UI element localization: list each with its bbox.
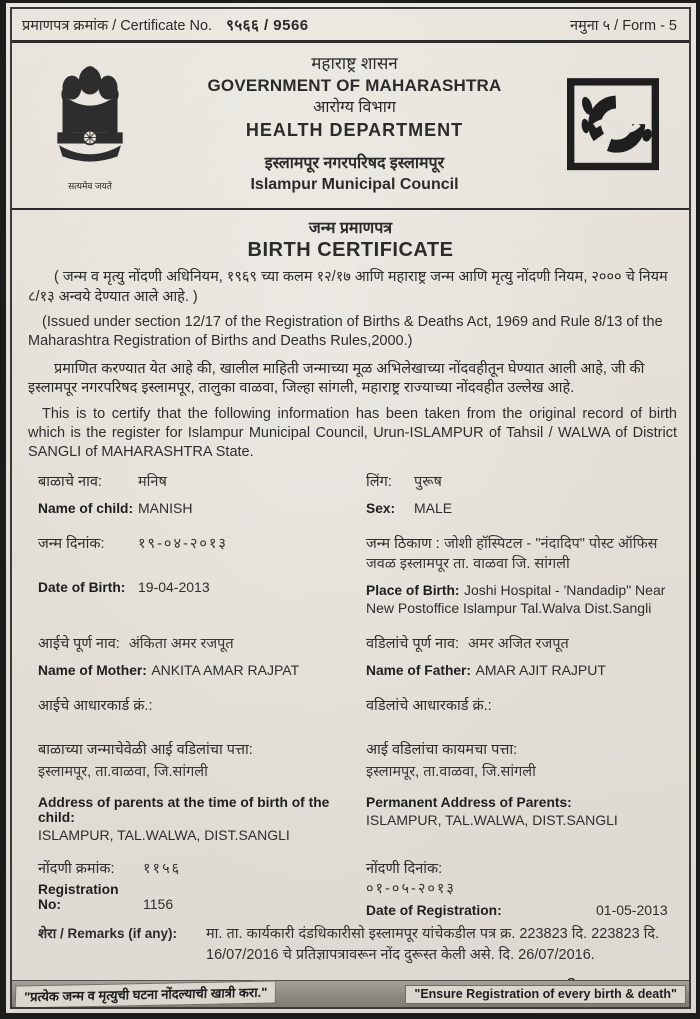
- council-title-en: Islampur Municipal Council: [250, 176, 459, 194]
- govt-title-mr: महाराष्ट्र शासन: [311, 54, 398, 73]
- father-value-en: AMAR AJIT RAJPUT: [475, 662, 606, 679]
- field-registration-date: [366, 858, 677, 920]
- footer-slogan-bar: [12, 980, 689, 1007]
- row-addresses: [38, 739, 677, 843]
- header: [12, 43, 689, 210]
- birth-addr-label-mr: बाळाच्या जन्माचेवेळी आई वडिलांचा पत्ता:: [38, 742, 253, 759]
- reg-date-label-mr: नोंदणी दिनांक:: [366, 861, 443, 878]
- row-dob-pob: [38, 533, 677, 618]
- row-aadhaar: [38, 695, 677, 724]
- father-label-mr: वडिलांचे पूर्ण नाव:: [366, 636, 460, 653]
- act-paragraph-en: (Issued under section 12/17 of the Registration of Births & Deaths Act, 1969 and Rule 8/13 of the Maharashtra Registration of Births and Deaths Rules,2000.): [28, 314, 663, 349]
- pob-value-en: Joshi Hospital - 'Nandadip" Near New Postoffice Islampur Tal.Walva Dist.Sangli: [366, 582, 666, 617]
- field-permanent-address: [366, 739, 677, 843]
- govt-title-en: GOVERNMENT OF MAHARASHTRA: [207, 76, 502, 96]
- certificate-no-label: प्रमाणपत्र क्रमांक / Certificate No.: [22, 18, 213, 34]
- father-aadhaar-label: वडिलांचे आधारकार्ड क्रं.:: [366, 698, 492, 715]
- mother-aadhaar-label: आईचे आधारकार्ड क्रं.:: [38, 698, 153, 715]
- reg-no-value-mr: ११५६: [143, 861, 182, 878]
- perm-addr-value-mr: इस्लामपूर, ता.वाळवा, जि.सांगली: [366, 764, 536, 781]
- row-name-sex: [38, 471, 677, 518]
- mother-value-mr: अंकिता अमर रजपूत: [128, 636, 234, 653]
- perm-addr-label-mr: आई वडिलांचा कायमचा पत्ता:: [366, 742, 518, 759]
- footer-slogan-mr: "प्रत्येक जन्म व मृत्युची घटना नोंदल्याची खात्री करा.": [15, 980, 277, 1008]
- sex-value-mr: पुरूष: [414, 474, 442, 491]
- mother-value-en: ANKITA AMAR RAJPAT: [151, 662, 300, 679]
- reg-no-label-mr: नोंदणी क्रमांक:: [38, 861, 115, 878]
- pob-value-mr: जोशी हॉस्पिटल - "नंदादिप" पोस्ट ऑफिस जवळ इस्लामपूर ता. वाळवा जि. सांगली: [366, 536, 658, 573]
- reg-date-label-en: Date of Registration:: [366, 903, 502, 919]
- field-sex: [366, 471, 677, 518]
- certificate-number-bar: [12, 9, 689, 43]
- title-en: BIRTH CERTIFICATE: [247, 238, 454, 261]
- dob-label-mr: जन्म दिनांक:: [38, 536, 105, 553]
- municipal-council-logo-icon: [567, 78, 667, 174]
- certificate-no-value: ९५६६ / 9566: [226, 17, 309, 34]
- field-date-of-birth: [38, 533, 338, 618]
- dept-title-en: HEALTH DEPARTMENT: [245, 119, 464, 140]
- sex-label-mr: लिंग:: [366, 474, 392, 491]
- dob-value-mr: १९-०४-२०१३: [138, 536, 228, 553]
- child-name-label-en: Name of child:: [38, 501, 134, 517]
- dob-label-en: Date of Birth:: [38, 580, 126, 596]
- perm-addr-value-en: ISLAMPUR, TAL.WALWA, DIST.SANGLI: [366, 812, 618, 829]
- field-mother-name: [38, 633, 338, 680]
- pob-label-mr: जन्म ठिकाण :: [366, 536, 440, 553]
- sex-value-en: MALE: [414, 500, 453, 517]
- council-title-mr: इस्लामपूर नगरपरिषद इस्लामपूर: [264, 155, 445, 173]
- reg-no-value-en: 1156: [143, 896, 174, 913]
- certify-paragraph-en: This is to certify that the following information has been taken from the original record of birth which is the register for Islampur Municipal Council, Urun-ISLAMPUR of Tahsil / WALWA of District SANGLI of MAHARASHTRA State.: [28, 405, 677, 460]
- field-place-of-birth: [366, 533, 677, 618]
- birth-addr-value-mr: इस्लामपूर, ता.वाळवा, जि.सांगली: [38, 764, 208, 781]
- birth-addr-value-en: ISLAMPUR, TAL.WALWA, DIST.SANGLI: [38, 827, 290, 844]
- dob-value-en: 19-04-2013: [138, 579, 210, 596]
- remarks-label: शेरा / Remarks (if any):: [38, 926, 177, 942]
- title-mr: जन्म प्रमाणपत्र: [308, 219, 393, 237]
- reg-date-value-en: 01-05-2013: [596, 902, 668, 919]
- child-name-value-mr: मनिष: [138, 474, 167, 491]
- reg-no-label-en: Registration No:: [38, 882, 119, 913]
- emblem-caption: सत्यमेव जयते: [68, 181, 112, 192]
- child-name-value-en: MANISH: [138, 500, 193, 517]
- father-label-en: Name of Father:: [366, 663, 472, 679]
- mother-label-en: Name of Mother:: [38, 663, 147, 679]
- perm-addr-label-en: Permanent Address of Parents:: [366, 795, 572, 811]
- field-child-name: [38, 471, 338, 518]
- father-value-mr: अमर अजित रजपूत: [467, 636, 569, 653]
- field-father-name: [366, 633, 677, 680]
- field-remarks: [12, 924, 689, 966]
- field-registration-no: [38, 858, 338, 920]
- mother-label-mr: आईचे पूर्ण नाव:: [38, 636, 120, 653]
- header-titles: [142, 53, 567, 200]
- footer-slogan-en: "Ensure Registration of every birth & death": [405, 985, 686, 1004]
- fields-grid: [12, 461, 689, 920]
- birth-addr-label-en: Address of parents at the time of birth of the child:: [38, 795, 330, 826]
- form-number: नमुना ५ / Form - 5: [570, 18, 677, 34]
- title-block: [12, 216, 689, 262]
- certify-paragraph-mr: प्रमाणित करण्यात येत आहे की, खालील माहिती जन्माच्या मूळ अभिलेखाच्या नोंदवहीतून घेण्यात आली आहे, जी की इस्लामपूर नगरपरिषद इस्लामपूर, तालुका वाळवा, जिल्हा सांगली, महाराष्ट्र राज्याच्या नोंदवहीत उल्लेख आहे.: [28, 360, 645, 397]
- ashoka-emblem-icon: [38, 60, 142, 192]
- reg-date-value-mr: ०१-०५-२०१३: [366, 881, 456, 898]
- pob-label-en: Place of Birth:: [366, 583, 460, 599]
- row-registration: [38, 858, 677, 920]
- dept-title-mr: आरोग्य विभाग: [313, 99, 396, 117]
- field-birth-address: [38, 739, 338, 843]
- certificate-frame: [10, 7, 691, 1009]
- child-name-label-mr: बाळाचे नाव:: [38, 474, 102, 491]
- act-paragraph-mr: ( जन्म व मृत्यु नोंदणी अधिनियम, १९६९ च्या कलम १२/१७ आणि महाराष्ट्र जन्म आणि मृत्यु नोंदणी नियम, २००० चे नियम ८/१३ अन्वये देण्यात आले आहे. ): [28, 268, 668, 305]
- row-parent-names: [38, 633, 677, 680]
- sex-label-en: Sex:: [366, 501, 396, 517]
- remarks-value: मा. ता. कार्यकारी दंडधिकारीसो इस्लामपूर यांचेकडील पत्र क्र. 223823 दि. 223823 दि. 16/07/2016 चे प्रतिज्ञापत्रावरून नोंद दुरूस्त केली असे. दि. 26/07/2016.: [206, 926, 660, 964]
